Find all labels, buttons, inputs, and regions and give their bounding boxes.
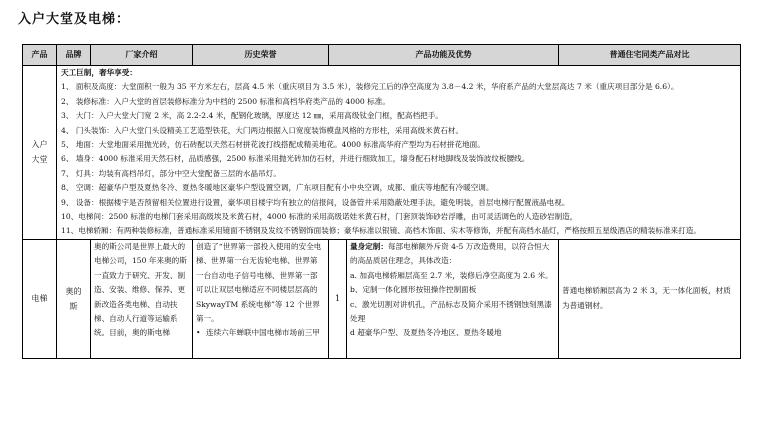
hall-item: 2、 装修标准：入户大堂的首层装修标准分为中档的 2500 标准和高档华府类产品的 4000 标准。: [61, 96, 390, 106]
header-compare: 普通住宅同类产品对比: [559, 45, 741, 66]
lift-compare-cell: 普通电梯轿厢层高为 2 米 3，无一体化面板，材质为普通钢材。: [559, 239, 741, 358]
product-table: [22, 44, 741, 359]
lift-honor-bullet-text: 连续六年蝉联中国电梯市场前三甲: [206, 328, 320, 338]
lift-function-wrap: [350, 240, 555, 358]
lift-number-cell: 1: [329, 239, 347, 358]
table-row-lift: [23, 239, 741, 358]
hall-category-cell: [23, 66, 57, 240]
lift-intro-cell: [91, 239, 193, 358]
lift-function-intro: [350, 240, 555, 269]
lift-function-item: c、激光切割对讲机孔，产品标志及简介采用不锈钢蚀刻黑漆处理: [350, 299, 552, 323]
header-function: 产品功能及优势: [329, 45, 559, 66]
lift-function-item: b、定制一体化圆形按钮操作控制面板: [350, 285, 477, 295]
lift-brand-line-1: 奥的: [65, 286, 82, 296]
lift-brand-line-2: 斯: [69, 301, 78, 311]
lift-honor-wrap: [196, 240, 325, 358]
lift-function-heading-rest: 每部电梯额外斥资 4-5 万改造费用，以符合恒大的高品质居住理念，具体改造：: [350, 241, 550, 266]
header-honor: 历史荣誉: [193, 45, 329, 66]
hall-item: 9、 设备：根据楼宇是否预留相关位置进行设置，豪华项目楼宇均有独立的信报间，设备管井采用隐蔽处理手法，避免明装，首层电梯厅配置液晶电视。: [61, 197, 570, 207]
lift-honor-text: 创造了“世界第一部投入使用的安全电梯、世界第一台无齿轮电梯、世界第一台自动电子信号电梯、世界第一部可以让双层电梯适应不同楼层层高的 SkywayTM 系统电梯”等 12 个世界第一。: [196, 241, 322, 323]
header-product: 产品: [23, 45, 57, 66]
hall-item: 6、 墙身：4000 标准采用天然石材，品质感强，2500 标准采用抛光砖加仿石材，并进行细致加工，墙身配石材地脚线及装饰波纹板腰线。: [61, 154, 530, 164]
lift-function-item: a. 加高电梯轿厢层高至 2.7 米，装修后净空高度为 2.6 米。: [350, 270, 553, 280]
table-row-hall: [23, 66, 741, 240]
hall-heading: 天工巨制，奢华享受：: [61, 68, 137, 77]
lift-brand-cell: [57, 239, 91, 358]
header-brand: 品牌: [57, 45, 91, 66]
hall-item: 11、电梯轿厢：有两种装修标准，普通标准采用镜面不锈钢及发纹不锈钢饰面装修；豪华标准以银镜、高档木饰面、实木等修饰，并配有高档水晶灯，严格按照五星级酒店的精装标准来打造。: [61, 226, 701, 236]
hall-item: 10、电梯间：2500 标准的电梯门套采用高级埃及米黄石材，4000 标准的采用高级诺娃米黄石材，门套顶装饰砂岩浮雕，由可灵活调色的人造砂岩制造，: [61, 212, 578, 222]
hall-item: 1、 面积及高度：大堂面积一般为 35 平方米左右，层高 4.5 米（重庆项目为 3.5 米），装修完工后的净空高度为 3.8－4.2 米，华府系产品的大堂层高达 7 米（重庆项目部分是 6.6）。: [61, 82, 679, 92]
header-intro: 厂家介绍: [91, 45, 193, 66]
lift-function-heading: 量身定制：: [350, 241, 388, 251]
hall-item: 7、 灯具：均装有高档吊灯，部分中空大堂配备三层的水晶吊灯。: [61, 168, 281, 178]
lift-honor-bullet-item: [196, 326, 325, 340]
hall-item: 3、 大门：入户大堂大门宽 2 米，高 2.2-2.4 米，配钢化玻璃，厚度达 12 ㎜，采用高级钛金门框，配高档把手。: [61, 111, 443, 121]
lift-category-cell: 电梯: [23, 239, 57, 358]
hall-item: 4、 门头装饰：入户大堂门头设精美工艺造型铁花，大门两边根据入口宽度装饰模盘风格的方形柱，采用高级米黄石材。: [61, 125, 464, 135]
table-header-row: [23, 45, 741, 66]
bullet-icon: •: [196, 328, 201, 338]
page-title: 入户大堂及电梯：: [18, 12, 131, 27]
lift-honor-cell: [193, 239, 329, 358]
lift-intro-text: 奥的斯公司是世界上最大的电梯公司，150 年来奥的斯一直致力于研究、开发、制造、安装、维修、保养、更新改造各类电梯、自动扶梯、自动人行道等运输系统。目前，奥的斯电梯: [94, 241, 187, 338]
lift-function-item: d 超豪华户型、及夏热冬冷地区、夏热冬暖地: [350, 328, 502, 338]
hall-category-line-1: 入户: [31, 140, 48, 150]
hall-category-line-2: 大堂: [31, 155, 48, 165]
lift-function-cell: [347, 239, 559, 358]
hall-description-cell: [57, 66, 741, 240]
hall-item: 8、 空调：超豪华户型及夏热冬冷、夏热冬暖地区豪华户型设置空调，广东项目配有小中央空调，成都、重庆等地配有冷暖空调。: [61, 183, 494, 193]
hall-item: 5、 地面：大堂地面采用抛光砖，仿石砖配以天然石材拼花波打线搭配成精美地花。4000 标准高华府产型均为石材拼花地面。: [61, 140, 485, 150]
